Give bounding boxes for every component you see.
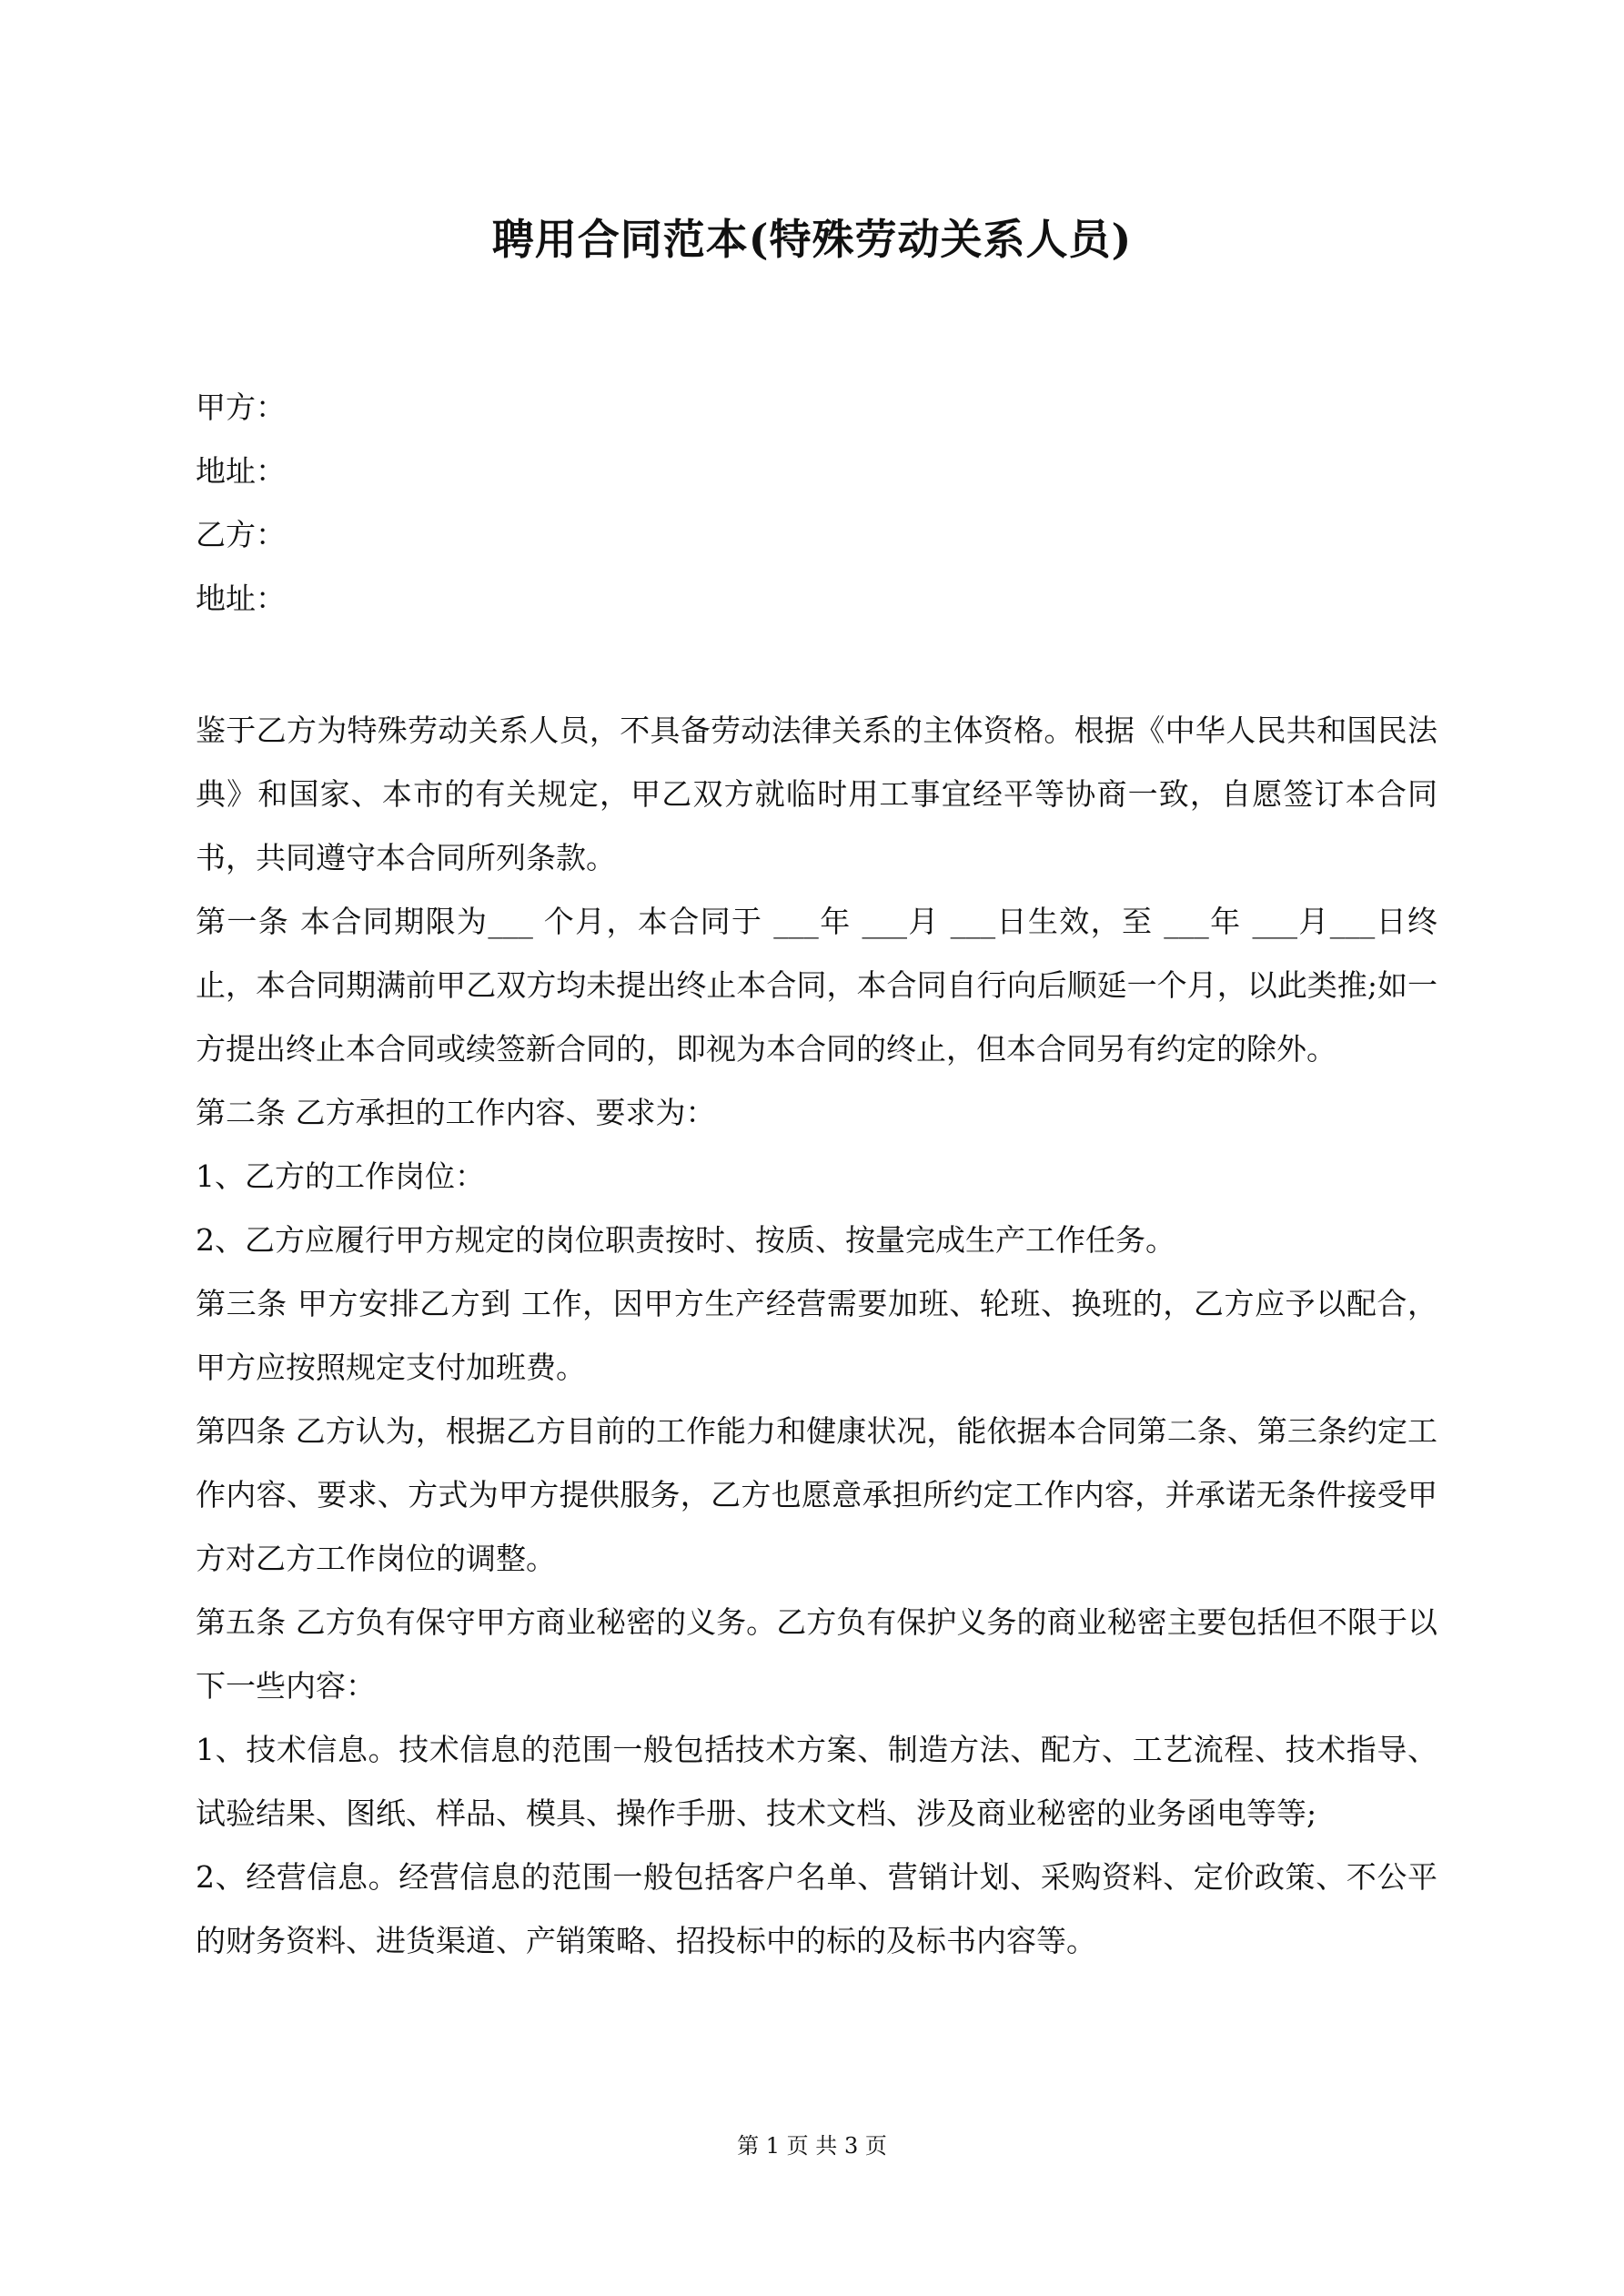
article-2-paragraph: 第二条 乙方承担的工作内容、要求为： <box>196 1095 716 1130</box>
page-footer: 第 1 页 共 3 页 <box>737 2133 887 2159</box>
article-1-paragraph: 第一条 本合同期限为___ 个月，本合同于 ___年 ___月 ___日生效，至 ___年 ___月___日终止，本合同期满前甲乙双方均未提出终止本合同，本合同自行向后顺延一个月，以此类推;如一方提出终止本合同或续签新合同的，即视为本合同的终止，但本合同另有约定的除外。 <box>196 904 1437 1067</box>
article-2-item-1: 1、乙方的工作岗位： <box>196 1158 485 1194</box>
contract-body <box>196 699 1437 1973</box>
article-5-item-1: 1、技术信息。技术信息的范围一般包括技术方案、制造方法、配方、工艺流程、技术指导、试验结果、图纸、样品、模具、操作手册、技术文档、涉及商业秘密的业务函电等等; <box>196 1732 1437 1831</box>
article-4-paragraph: 第四条 乙方认为，根据乙方目前的工作能力和健康状况，能依据本合同第二条、第三条约定工作内容、要求、方式为甲方提供服务，乙方也愿意承担所约定工作内容，并承诺无条件接受甲方对乙方工作岗位的调整。 <box>196 1413 1437 1576</box>
article-2-item-2: 2、乙方应履行甲方规定的岗位职责按时、按质、按量完成生产工作任务。 <box>196 1222 1175 1258</box>
party-a-address-label: 地址： <box>196 453 286 489</box>
article-3-paragraph: 第三条 甲方安排乙方到 工作，因甲方生产经营需要加班、轮班、换班的，乙方应予以配合，甲方应按照规定支付加班费。 <box>196 1286 1437 1385</box>
party-a-label: 甲方： <box>196 389 286 425</box>
article-5-paragraph: 第五条 乙方负有保守甲方商业秘密的义务。乙方负有保护义务的商业秘密主要包括但不限于以下一些内容： <box>196 1604 1437 1704</box>
preamble-paragraph: 鉴于乙方为特殊劳动关系人员，不具备劳动法律关系的主体资格。根据《中华人民共和国民法典》和国家、本市的有关规定，甲乙双方就临时用工事宜经平等协商一致，自愿签订本合同书，共同遵守本合同所列条款。 <box>196 713 1437 875</box>
document-title: 聘用合同范本(特殊劳动关系人员) <box>491 215 1133 264</box>
party-b-label: 乙方： <box>196 517 286 552</box>
party-b-address-label: 地址： <box>196 581 286 616</box>
article-5-item-2: 2、经营信息。经营信息的范围一般包括客户名单、营销计划、采购资料、定价政策、不公平的财务资料、进货渠道、产销策略、招投标中的标的及标书内容等。 <box>196 1859 1437 1958</box>
party-info-block <box>196 376 1451 631</box>
